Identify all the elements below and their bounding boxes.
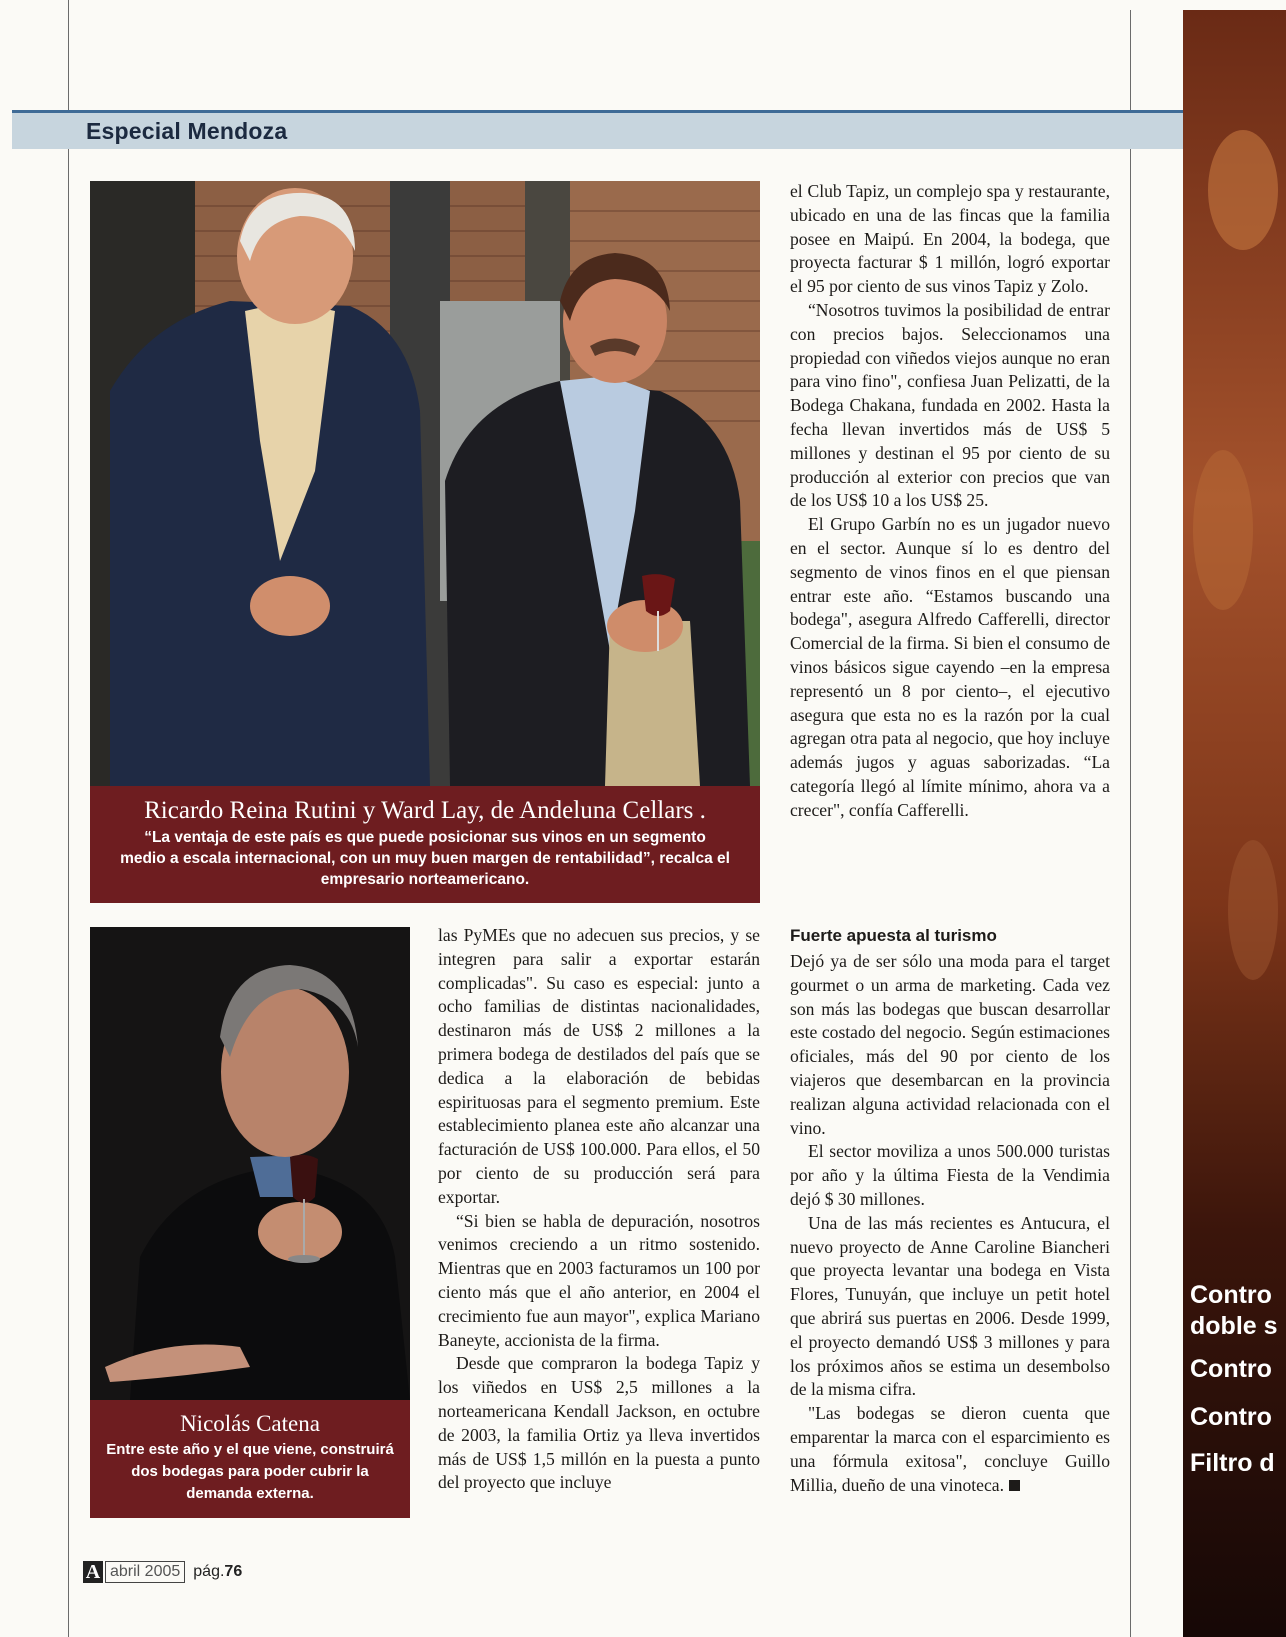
- photo2-caption-text: Entre este año y el que viene, construirá dos bodegas para poder cubrir la demanda externa.: [106, 1441, 394, 1502]
- paragraph-final: [790, 1402, 1110, 1497]
- left-margin-line: [68, 0, 69, 1637]
- paragraph: “Nosotros tuvimos la posibilidad de entrar con precios bajos. Seleccionamos una propiedad con viñedos viejos aunque no eran para vino fino", confiesa Juan Pelizatti, de la Bodega Chakana, fundada en 2002. Hasta la fecha llevan invertidos más de US$ 5 millones y destinan el 95 por ciento de su producción al exterior con precios que van de los US$ 10 a los US$ 25.: [790, 299, 1110, 511]
- page-number-value: 76: [224, 1563, 243, 1580]
- subheading: Fuerte apuesta al turismo: [790, 926, 997, 945]
- photo2-caption-name: Nicolás Catena: [180, 1411, 320, 1436]
- ad-line: Contro: [1190, 1281, 1272, 1309]
- end-mark-icon: [1009, 1480, 1020, 1491]
- ad-line: Contro: [1190, 1355, 1272, 1383]
- paragraph: El Grupo Garbín no es un jugador nuevo en el sector. Aunque sí lo es dentro del segmento de vinos finos en el que piensan entrar este año. “Estamos buscando una bodega", asegura Alfredo Cafferelli, director Comercial de la firma. Si bien el consumo de vinos básicos sigue cayendo –en la empresa representó un 8 por ciento–, el ejecutivo asegura que esta no es la razón por la cual agregan otra pata al negocio, que hoy incluye además jugos y aguas saborizadas. “La categoría llegó al límite mínimo, ahora va a crecer", confía Cafferelli.: [790, 514, 1110, 820]
- paragraph: El sector moviliza a unos 500.000 turistas por año y la última Fiesta de la Vendimia dejó $ 30 millones.: [790, 1141, 1110, 1209]
- paragraph: Desde que compraron la bodega Tapiz y los viñedos en US$ 2,5 millones a la norteamericana Kendall Jackson, en octubre de 2003, la familia Ortiz ya lleva invertidos más de US$ 1,5 millón en la puesta a punto del proyecto que incluye: [438, 1353, 760, 1493]
- photo1-caption-name: Ricardo Reina Rutini y Ward Lay, de Andeluna Cellars .: [144, 797, 706, 824]
- photo1-caption-text: “La ventaja de este país es que puede posicionar sus vinos en un segmento medio a escala internacional, con un muy buen margen de rentabilidad”, recalca el empresario norteamericano.: [120, 829, 730, 888]
- magazine-logo: A: [83, 1561, 103, 1583]
- page-footer: [83, 1560, 242, 1584]
- page-number: [193, 1563, 242, 1581]
- photo2-caption: [90, 1400, 410, 1518]
- section-header-band: [12, 110, 1186, 149]
- paragraph: Dejó ya de ser sólo una moda para el target gourmet o un arma de marketing. Cada vez son más las bodegas que buscan desarrollar este costado del negocio. Según estimaciones oficiales, más del 90 por ciento de los viajeros que desembarcan en la provincia realizan alguna actividad relacionada con el vino.: [790, 951, 1110, 1138]
- paragraph-text: "Las bodegas se dieron cuenta que emparentar la marca con el esparcimiento es una fórmula exitosa", concluye Guillo Millia, dueño de una vinoteca.: [790, 1403, 1110, 1495]
- right-margin-line: [1130, 10, 1131, 1637]
- photo1-caption: [90, 786, 760, 903]
- article-column-right-bottom: [790, 924, 1110, 1497]
- ad-text-lines: [1190, 1280, 1286, 1479]
- paragraph: el Club Tapiz, un complejo spa y restaurante, ubicado en una de las fincas que la familia posee en Maipú. En 2004, la bodega, que proyecta facturar $ 1 millón, logró exportar el 95 por ciento de sus vinos Tapiz y Zolo.: [790, 181, 1110, 297]
- photo-catena: [90, 927, 410, 1400]
- issue-date: abril 2005: [105, 1561, 185, 1583]
- paragraph: “Si bien se habla de depuración, nosotros venimos creciendo a un ritmo sostenido. Mientras que en 2003 facturamos un 100 por ciento más que el año anterior, en 2004 el crecimiento fue aun mayor", explica Mariano Baneyte, accionista de la firma.: [438, 1210, 760, 1350]
- ad-line: Filtro d: [1190, 1449, 1275, 1477]
- ad-line: doble s: [1190, 1312, 1278, 1340]
- photo-rutini-lay: [90, 181, 760, 786]
- page-prefix: pág.: [193, 1563, 225, 1580]
- paragraph: las PyMEs que no adecuen sus precios, y se integren para salir a exportar estarán complicadas". Su caso es especial: junto a ocho familias de distintas nacionalidades, destinaron más de US$ 2 millones a la primera bodega de destilados del país que se dedica a la elaboración de bebidas espirituosas para el segmento premium. Este establecimiento planea este año alcanzar una facturación de US$ 100.000. Para ellos, el 50 por ciento de su producción será para exportar.: [438, 925, 760, 1207]
- section-title: Especial Mendoza: [86, 118, 288, 144]
- paragraph: Una de las más recientes es Antucura, el nuevo proyecto de Anne Caroline Biancheri que proyecta levantar una bodega en Vista Flores, Tunuyán, que incluye un petit hotel que abrirá sus puertas en 2006. Desde 1999, el proyecto demandó US$ 3 millones y para los próximos años se estima un desembolso de la misma cifra.: [790, 1212, 1110, 1400]
- ad-line: Contro: [1190, 1403, 1272, 1431]
- article-column-right-top: [790, 180, 1110, 823]
- article-column-middle: [438, 924, 760, 1495]
